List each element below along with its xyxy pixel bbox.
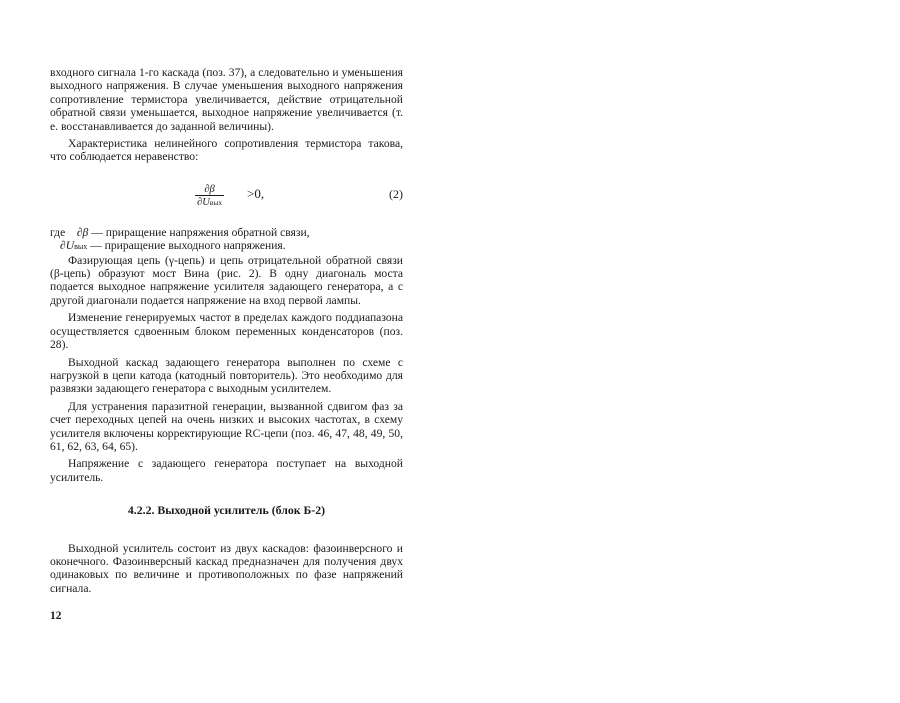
- where-block: [50, 226, 403, 254]
- paragraph-1: входного сигнала 1-го каскада (поз. 37), а следовательно и уменьшения выходного напряжения. В случае уменьшения выходного напряжения сопротивление термистора увеличивается, действие отрицательной обратной связи уменьшается, выходное напряжение увеличивается (т. е. восстанавливается до заданной величины).: [50, 66, 403, 133]
- where-desc-1: — приращение напряжения обратной связи,: [88, 225, 310, 239]
- formula-relation: >0,: [247, 185, 265, 201]
- section-heading: 4.2.2. Выходной усилитель (блок Б-2): [127, 503, 326, 518]
- formula-denominator-main: ∂U: [197, 196, 210, 208]
- where-row-1: [50, 226, 403, 239]
- paragraph-8: Выходной усилитель состоит из двух каскадов: фазоинверсного и оконечного. Фазоинверсный каскад предназначен для получения двух одинаковых по величине и противоположных по фазе напряжений сигнала.: [50, 541, 403, 595]
- formula-denominator: [195, 195, 224, 208]
- text-column: [50, 66, 403, 599]
- paragraph-7: Напряжение с задающего генератора поступает на выходной усилитель.: [50, 457, 403, 484]
- formula-2: [50, 178, 403, 222]
- formula-number: (2): [389, 186, 403, 201]
- where-desc-2: — приращение выходного напряжения.: [87, 239, 286, 253]
- paragraph-6: Для устранения паразитной генерации, вызванной сдвигом фаз за счет переходных цепей на очень низких и высоких частотах, в схему усилителя включены корректирующие RC-цепи (поз. 46, 47, 48, 49, 50, 61, 62, 63, 64, 65).: [50, 399, 403, 453]
- where-symbol-2: ∂U: [60, 239, 75, 253]
- formula-denominator-sub: вых: [209, 197, 223, 207]
- paragraph-5: Выходной каскад задающего генератора выполнен по схеме с нагрузкой в цепи катода (катодный повторитель). Это необходимо для развязки задающего генератора с выходным усилителем.: [50, 355, 403, 396]
- formula-fraction: [195, 184, 224, 208]
- where-row-2: [50, 239, 403, 253]
- where-symbol-2-sub: вых: [74, 242, 88, 252]
- page-number: 12: [50, 610, 62, 622]
- formula-numerator: ∂β: [204, 183, 215, 195]
- where-word: где: [50, 225, 66, 239]
- paragraph-4: Изменение генерируемых частот в пределах каждого поддиапазона осуществляется сдвоенным блоком переменных конденсаторов (поз. 28).: [50, 311, 403, 352]
- where-symbol-1: ∂β: [76, 225, 89, 239]
- paragraph-3: Фазирующая цепь (γ-цепь) и цепь отрицательной обратной связи (β-цепь) образуют мост Вина (рис. 2). В одну диагональ моста подается выходное напряжение усилителя задающего генератора, а с другой диагонали подается напряжение на вход первой лампы.: [50, 253, 403, 307]
- paragraph-2: Характеристика нелинейного сопротивления термистора такова, что соблюдается неравенство:: [50, 137, 403, 164]
